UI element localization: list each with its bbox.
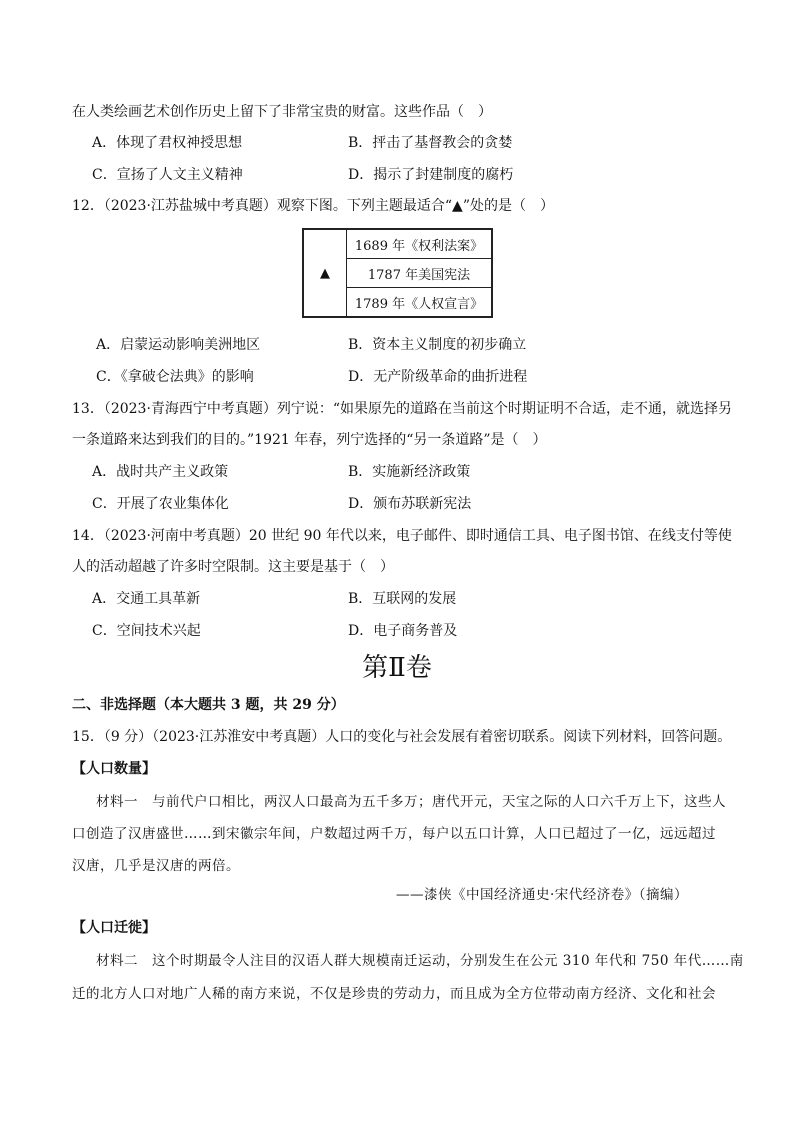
material2-line1: 材料二 这个时期最令人注目的汉语人群大规模南迁运动，分别发生在公元 310 年代和 750 年代……南 xyxy=(96,953,744,969)
q14-option-d[interactable]: D．电子商务普及 xyxy=(348,623,458,639)
q11-option-d[interactable]: D．揭示了封建制度的腐朽 xyxy=(348,167,514,183)
q13-stem-line2: 一条道路来达到我们的目的。”1921 年春，列宁选择的“另一条道路”是（ ） xyxy=(72,432,547,448)
q11-option-a[interactable]: A．体现了君权神授思想 xyxy=(92,135,243,151)
table-row: 1787 年美国宪法 xyxy=(347,259,493,288)
q13-option-d[interactable]: D．颁布苏联新宪法 xyxy=(348,496,472,512)
q13-option-c[interactable]: C．开展了农业集体化 xyxy=(92,496,229,512)
q14-stem-line2: 人的活动超越了许多时空限制。这主要是基于（ ） xyxy=(72,559,394,575)
q11-stem-tail: 在人类绘画艺术创作历史上留下了非常宝贵的财富。这些作品（ ） xyxy=(72,104,492,120)
section-heading: 二、非选择题（本大题共 3 题，共 29 分） xyxy=(72,697,345,713)
q12-table xyxy=(302,228,493,318)
q12-option-d[interactable]: D．无产阶级革命的曲折进程 xyxy=(348,369,528,385)
q14-stem-line1: 14．（2023·河南中考真题）20 世纪 90 年代以来，电子邮件、即时通信工具、电子图书馆、在线支付等使 xyxy=(72,528,732,544)
table-row: 1789 年《人权宣言》 xyxy=(347,288,493,318)
table-row: 1689 年《权利法案》 xyxy=(347,229,493,259)
q14-option-c[interactable]: C．空间技术兴起 xyxy=(92,623,201,639)
q13-option-a[interactable]: A．战时共产主义政策 xyxy=(92,464,229,480)
part-title: 第Ⅱ卷 xyxy=(362,653,432,683)
q12-option-a[interactable]: A．启蒙运动影响美洲地区 xyxy=(96,337,261,353)
q13-stem-line1: 13．（2023·青海西宁中考真题）列宁说：“如果原先的道路在当前这个时期证明不合适，走不通，就选择另 xyxy=(72,401,733,417)
material2-line2: 迁的北方人口对地广人稀的南方来说，不仅是珍贵的劳动力，而且成为全方位带动南方经济、文化和社会 xyxy=(72,986,716,1002)
q11-option-b[interactable]: B．抨击了基督教会的贪婪 xyxy=(348,135,513,151)
q12-stem: 12．（2023·江苏盐城中考真题）观察下图。下列主题最适合“▲”处的是（ ） xyxy=(72,198,554,214)
material1-source: ——漆侠《中国经济通史·宋代经济卷》（摘编） xyxy=(396,887,689,903)
q14-option-b[interactable]: B．互联网的发展 xyxy=(348,591,457,607)
q14-option-a[interactable]: A．交通工具革新 xyxy=(92,591,201,607)
material1-line3: 汉唐，几乎是汉唐的两倍。 xyxy=(72,858,240,874)
q11-option-c[interactable]: C．宣扬了人文主义精神 xyxy=(92,167,243,183)
material1-line1: 材料一 与前代户口相比，两汉人口最高为五千多万；唐代开元，天宝之际的人口六千万上下，这些人 xyxy=(96,794,726,810)
triangle-symbol: ▲ xyxy=(303,229,347,317)
q13-option-b[interactable]: B．实施新经济政策 xyxy=(348,464,471,480)
material1-line2: 口创造了汉唐盛世……到宋徽宗年间，户数超过两千万，每户以五口计算，人口已超过了一亿，远远超过 xyxy=(72,826,716,842)
q12-option-b[interactable]: B．资本主义制度的初步确立 xyxy=(348,337,527,353)
q15-subheading-population: 【人口数量】 xyxy=(72,761,156,777)
q15-stem: 15．（9 分）（2023·江苏淮安中考真题）人口的变化与社会发展有着密切联系。阅读下列材料，回答问题。 xyxy=(72,729,732,745)
q15-subheading-migration: 【人口迁徙】 xyxy=(72,920,156,936)
q12-option-c[interactable]: C．《拿破仑法典》的影响 xyxy=(96,369,254,385)
